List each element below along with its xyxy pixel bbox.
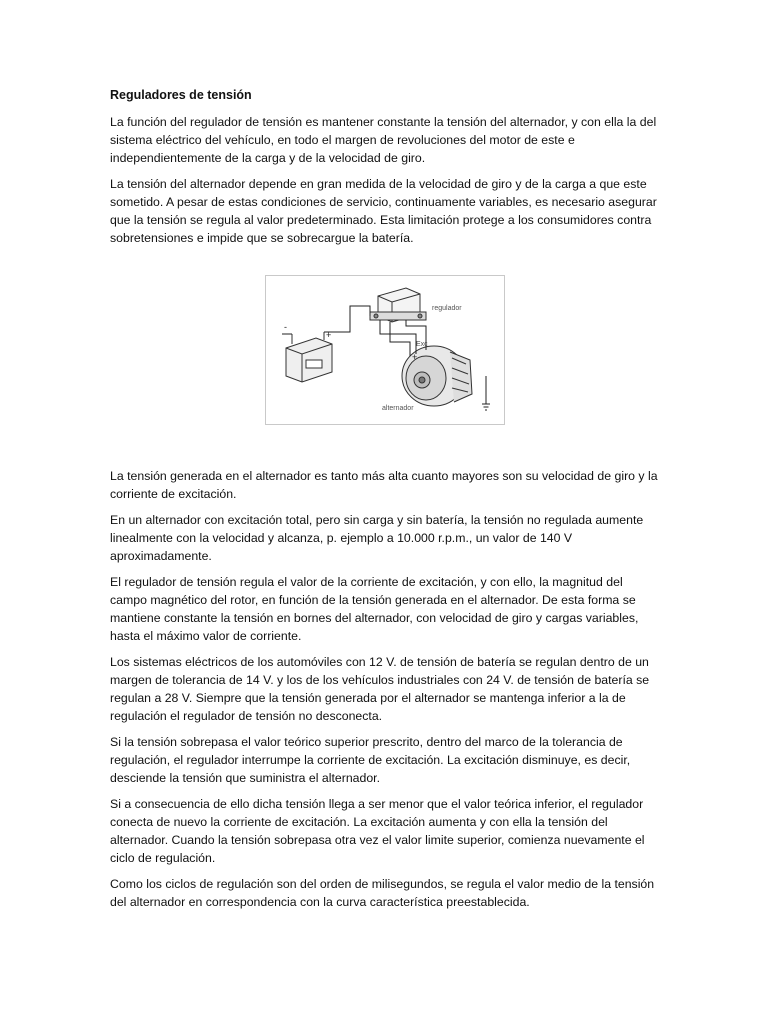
paragraph-2: La tensión del alternador depende en gran medida de la velocidad de giro y de la carga a que este sometido. A pesar de estas condiciones de servicio, continuamente variables, es necesario asegurar que la tensión se regula al valor predeterminado. Esta limitación protege a los consumidores contra sobretensiones e impide que se sobrecargue la batería.	[110, 177, 657, 245]
document-page	[110, 86, 658, 919]
diagram-drawing	[266, 276, 504, 424]
paragraph-6: Los sistemas eléctricos de los automóviles con 12 V. de tensión de batería se regulan dentro de un margen de tolerancia de 14 V. y los de los vehículos industriales con 24 V. de tensión de batería se regulan a 28 V. Siempre que la tensión generada por el alternador se mantenga inferior a la de regulación el regulador de tensión no desconecta.	[110, 655, 650, 723]
paragraph-3: La tensión generada en el alternador es tanto más alta cuanto mayores son su velocidad de giro y la corriente de excitación.	[110, 469, 658, 501]
document-title: Reguladores de tensión	[110, 88, 252, 102]
regulator-illustration	[370, 288, 426, 322]
paragraph-1: La función del regulador de tensión es mantener constante la tensión del alternador, y con ella la del sistema eléctrico del vehículo, en todo el margen de revoluciones del motor de este e independientemente de la carga y de la velocidad de giro.	[110, 115, 657, 165]
regulator-alternator-diagram	[265, 275, 505, 425]
paragraph-7: Si la tensión sobrepasa el valor teórico superior prescrito, dentro del marco de la tolerancia de regulación, el regulador interrumpe la corriente de excitación. La excitación disminuye, es decir, desciende la tensión que suministra el alternador.	[110, 735, 631, 785]
paragraph-5: El regulador de tensión regula el valor de la corriente de excitación, y con ello, la magnitud del campo magnético del rotor, en función de la tensión generada en el alternador. De esta forma se mantiene constante la tensión en bornes del alternador, con velocidad de giro y cargas variables, hasta el máximo valor de corriente.	[110, 575, 639, 643]
label-regulator: regulador	[432, 305, 462, 312]
label-alternator: alternador	[382, 405, 414, 412]
label-alternator-plus: +	[412, 352, 418, 362]
label-battery-minus: -	[284, 322, 287, 332]
paragraph-4: En un alternador con excitación total, pero sin carga y sin batería, la tensión no regulada aumente linealmente con la velocidad y alcanza, p. ejemplo a 10.000 r.p.m., un valor de 140 V aproximadamente.	[110, 513, 644, 563]
figure-container	[110, 275, 658, 447]
label-exc: Exc	[416, 341, 428, 348]
paragraph-9: Como los ciclos de regulación son del orden de milisegundos, se regula el valor medio de la tensión del alternador en correspondencia con la curva característica preestablecida.	[110, 877, 655, 909]
paragraph-8: Si a consecuencia de ello dicha tensión llega a ser menor que el valor teórica inferior, el regulador conecta de nuevo la corriente de excitación. La excitación aumenta y con ella la tensión del alternador. Cuando la tensión sobrepasa otra vez el valor limite superior, comienza nuevamente el ciclo de regulación.	[110, 797, 645, 865]
label-battery-plus: +	[326, 330, 332, 340]
